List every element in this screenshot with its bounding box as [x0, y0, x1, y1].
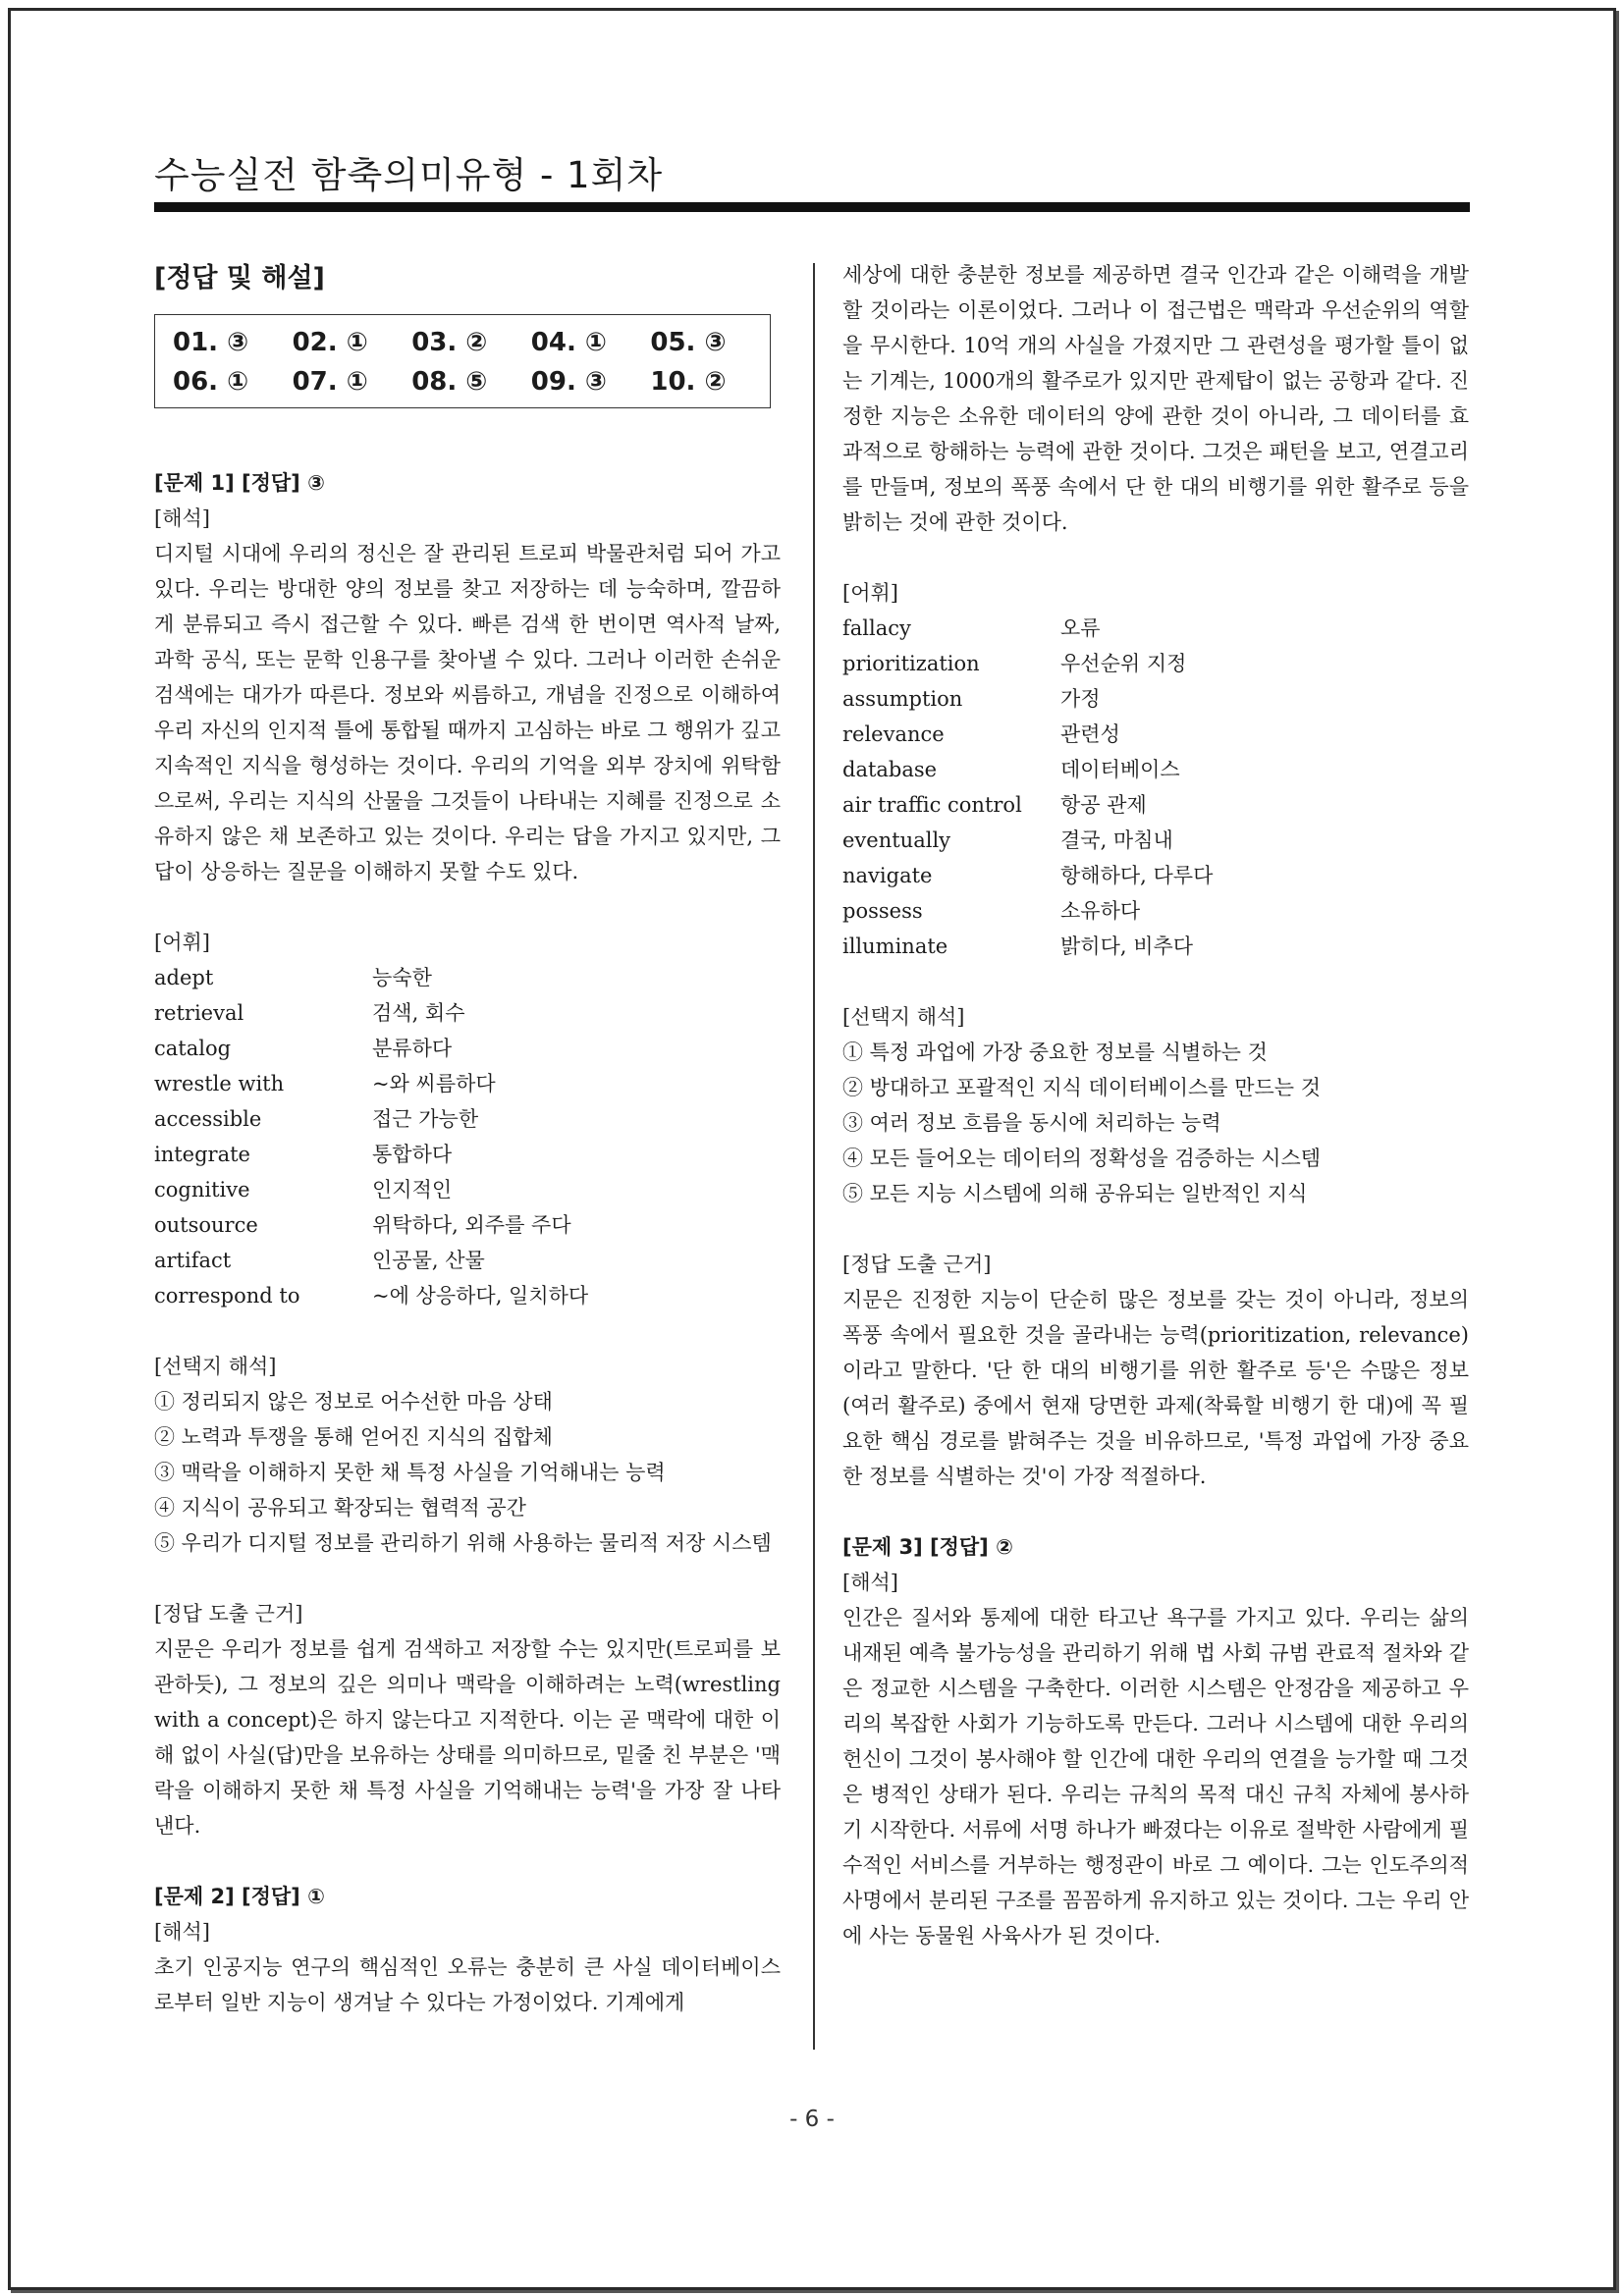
answer-item: 04. ① [530, 328, 607, 357]
answer-row [173, 362, 770, 401]
vocab-term: cognitive [154, 1178, 250, 1201]
vocab-row [154, 1278, 781, 1313]
answer-item: 06. ① [173, 367, 249, 397]
vocab-meaning: 관련성 [1060, 722, 1120, 746]
problem-1-heading: [문제 1] [정답] ③ [154, 471, 325, 495]
header-rule [154, 202, 1470, 212]
vocab-row [842, 858, 1469, 893]
answer-item: 05. ③ [650, 328, 727, 357]
vocab-list [154, 960, 781, 1313]
vocab-term: illuminate [842, 934, 948, 958]
translation-label: [해석] [154, 507, 210, 530]
vocab-term: eventually [842, 828, 951, 852]
vocab-list [842, 611, 1469, 964]
vocab-meaning: 항해하다, 다루다 [1060, 864, 1214, 887]
vocab-meaning: 소유하다 [1060, 899, 1141, 923]
vocab-term: navigate [842, 864, 933, 887]
problem-2-translation-start: 초기 인공지능 연구의 핵심적인 오류는 충분히 큰 사실 데이터베이스로부터 일반 지능이 생겨날 수 있다는 가정이었다. 기계에게 [154, 1955, 781, 2014]
vocab-row [842, 681, 1469, 717]
vocab-row [154, 1243, 781, 1278]
page-number: - 6 - [789, 2107, 835, 2132]
basis-label: [정답 도출 근거] [842, 1253, 992, 1276]
choice-item: ① 특정 과업에 가장 중요한 정보를 식별하는 것 [842, 1041, 1268, 1064]
right-column [842, 257, 1469, 1953]
vocab-row [154, 1101, 781, 1137]
vocab-meaning: 인지적인 [372, 1178, 453, 1201]
vocab-meaning: 오류 [1060, 616, 1101, 640]
vocab-term: assumption [842, 687, 963, 711]
choice-item: ⑤ 우리가 디지털 정보를 관리하기 위해 사용하는 물리적 저장 시스템 [154, 1531, 772, 1555]
vocab-row [842, 823, 1469, 858]
vocab-term: integrate [154, 1143, 250, 1166]
choice-item: ① 정리되지 않은 정보로 어수선한 마음 상태 [154, 1390, 553, 1414]
choices-label: [선택지 해석] [154, 1355, 277, 1378]
vocab-meaning: 결국, 마침내 [1060, 828, 1173, 852]
vocab-meaning: 데이터베이스 [1060, 758, 1180, 781]
vocab-row [842, 646, 1469, 681]
column-divider [813, 263, 815, 2050]
vocab-term: prioritization [842, 652, 980, 675]
vocab-meaning: 가정 [1060, 687, 1101, 711]
choice-item: ⑤ 모든 지능 시스템에 의해 공유되는 일반적인 지식 [842, 1182, 1308, 1205]
vocab-term: artifact [154, 1249, 232, 1272]
vocab-term: outsource [154, 1213, 258, 1237]
vocab-row [842, 717, 1469, 752]
vocab-meaning: ~와 씨름하다 [372, 1072, 496, 1095]
choice-item: ③ 여러 정보 흐름을 동시에 처리하는 능력 [842, 1111, 1221, 1135]
choice-item: ② 방대하고 포괄적인 지식 데이터베이스를 만드는 것 [842, 1076, 1322, 1099]
vocab-meaning: 접근 가능한 [372, 1107, 479, 1131]
vocab-term: accessible [154, 1107, 262, 1131]
choice-item: ④ 모든 들어오는 데이터의 정확성을 검증하는 시스템 [842, 1147, 1322, 1170]
vocab-meaning: 분류하다 [372, 1037, 453, 1060]
answers-title: [정답 및 해설] [154, 263, 325, 294]
vocab-term: possess [842, 899, 923, 923]
vocab-row [154, 1137, 781, 1172]
problem-2-basis: 지문은 진정한 지능이 단순히 많은 정보를 갖는 것이 아니라, 정보의 폭풍 속에서 필요한 것을 골라내는 능력(prioritization, relevance)이라고 말한다. '단 한 대의 비행기를 위한 활주로 등'은 수많은 정보(여러 활주로) 중에서 현재 당면한 과제(착륙할 비행기 한 대)에 꼭 필요한 핵심 경로를 밝혀주는 것을 비유하므로, '특정 과업에 가장 중요한 정보를 식별하는 것'이 가장 적절하다. [842, 1288, 1469, 1488]
vocab-meaning: 검색, 회수 [372, 1001, 465, 1025]
problem-2-heading: [문제 2] [정답] ① [154, 1885, 325, 1908]
vocab-row [154, 1172, 781, 1207]
vocab-meaning: 통합하다 [372, 1143, 453, 1166]
problem-1-basis: 지문은 우리가 정보를 쉽게 검색하고 저장할 수는 있지만(트로피를 보관하듯), 그 정보의 깊은 의미나 맥락을 이해하려는 노력(wrestling with a concept)은 하지 않는다고 지적한다. 이는 곧 맥락에 대한 이해 없이 사실(답)만을 보유하는 상태를 의미하므로, 밑줄 친 부분은 '맥락을 이해하지 못한 채 특정 사실을 기억해내는 능력'을 가장 잘 나타낸다. [154, 1637, 781, 1838]
vocab-meaning: 위탁하다, 외주를 주다 [372, 1213, 571, 1237]
page-title: 수능실전 함축의미유형 - 1회차 [154, 154, 664, 196]
problem-3-translation: 인간은 질서와 통제에 대한 타고난 욕구를 가지고 있다. 우리는 삶의 내재된 예측 불가능성을 관리하기 위해 법 사회 규범 관료적 절차와 같은 정교한 시스템을 구축한다. 이러한 시스템은 안정감을 제공하고 우리의 복잡한 사회가 기능하도록 만든다. 그러나 시스템에 대한 우리의 헌신이 그것이 봉사해야 할 인간에 대한 우리의 연결을 능가할 때 그것은 병적인 상태가 된다. 우리는 규칙의 목적 대신 규칙 자체에 봉사하기 시작한다. 서류에 서명 하나가 빠졌다는 이유로 절박한 사람에게 필수적인 서비스를 거부하는 행정관이 바로 그 예이다. 그는 인도주의적 사명에서 분리된 구조를 꼼꼼하게 유지하고 있는 것이다. 그는 우리 안에 사는 동물원 사육사가 된 것이다. [842, 1606, 1469, 1948]
vocab-meaning: 인공물, 산물 [372, 1249, 485, 1272]
answer-item: 08. ⑤ [411, 367, 488, 397]
answer-item: 02. ① [292, 328, 368, 357]
answer-item: 10. ② [650, 367, 727, 397]
vocab-term: adept [154, 966, 214, 989]
translation-label: [해석] [842, 1571, 898, 1594]
vocab-meaning: 우선순위 지정 [1060, 652, 1187, 675]
vocab-row [842, 787, 1469, 823]
answer-row [173, 323, 770, 362]
translation-label: [해석] [154, 1920, 210, 1944]
vocab-term: air traffic control [842, 793, 1022, 817]
answer-key-box [154, 314, 771, 408]
answer-item: 09. ③ [530, 367, 607, 397]
vocab-meaning: ~에 상응하다, 일치하다 [372, 1284, 589, 1308]
vocab-row [842, 929, 1469, 964]
left-column [154, 257, 781, 2020]
vocab-row [842, 893, 1469, 929]
choice-item: ③ 맥락을 이해하지 못한 채 특정 사실을 기억해내는 능력 [154, 1461, 666, 1484]
vocab-meaning: 밝히다, 비추다 [1060, 934, 1194, 958]
problem-2-translation-cont: 세상에 대한 충분한 정보를 제공하면 결국 인간과 같은 이해력을 개발할 것이라는 이론이었다. 그러나 이 접근법은 맥락과 우선순위의 역할을 무시한다. 10억 개의 사실을 가졌지만 그 관련성을 평가할 틀이 없는 기계는, 1000개의 활주로가 있지만 관제탑이 없는 공항과 같다. 진정한 지능은 소유한 데이터의 양에 관한 것이 아니라, 그 데이터를 효과적으로 항해하는 능력에 관한 것이다. 그것은 패턴을 보고, 연결고리를 만들며, 정보의 폭풍 속에서 단 한 대의 비행기를 위한 활주로 등을 밝히는 것에 관한 것이다. [842, 263, 1469, 534]
vocab-meaning: 능숙한 [372, 966, 432, 989]
vocab-term: retrieval [154, 1001, 244, 1025]
choice-item: ② 노력과 투쟁을 통해 얻어진 지식의 집합체 [154, 1425, 553, 1449]
vocab-label: [어휘] [842, 581, 898, 605]
basis-label: [정답 도출 근거] [154, 1602, 303, 1626]
choices-label: [선택지 해석] [842, 1005, 965, 1029]
answer-item: 03. ② [411, 328, 488, 357]
vocab-term: relevance [842, 722, 945, 746]
problem-3-heading: [문제 3] [정답] ② [842, 1535, 1013, 1559]
problem-1-translation: 디지털 시대에 우리의 정신은 잘 관리된 트로피 박물관처럼 되어 가고 있다. 우리는 방대한 양의 정보를 찾고 저장하는 데 능숙하며, 깔끔하게 분류되고 즉시 접근할 수 있다. 빠른 검색 한 번이면 역사적 날짜, 과학 공식, 또는 문학 인용구를 찾아낼 수 있다. 그러나 이러한 손쉬운 검색에는 대가가 따른다. 정보와 씨름하고, 개념을 진정으로 이해하여 우리 자신의 인지적 틀에 통합될 때까지 고심하는 바로 그 행위가 깊고 지속적인 지식을 형성하는 것이다. 우리의 기억을 외부 장치에 위탁함으로써, 우리는 지식의 산물을 그것들이 나타내는 지혜를 진정으로 소유하지 않은 채 보존하고 있는 것이다. 우리는 답을 가지고 있지만, 그 답이 상응하는 질문을 이해하지 못할 수도 있다. [154, 542, 781, 883]
answer-item: 01. ③ [173, 328, 249, 357]
vocab-term: correspond to [154, 1284, 300, 1308]
vocab-term: database [842, 758, 938, 781]
vocab-term: wrestle with [154, 1072, 285, 1095]
vocab-term: fallacy [842, 616, 911, 640]
vocab-term: catalog [154, 1037, 232, 1060]
vocab-label: [어휘] [154, 931, 210, 954]
vocab-row [154, 1066, 781, 1101]
vocab-row [154, 1207, 781, 1243]
answer-item: 07. ① [292, 367, 368, 397]
vocab-row [842, 611, 1469, 646]
vocab-row [154, 995, 781, 1031]
vocab-meaning: 항공 관제 [1060, 793, 1147, 817]
vocab-row [154, 960, 781, 995]
vocab-row [842, 752, 1469, 787]
vocab-row [154, 1031, 781, 1066]
choice-item: ④ 지식이 공유되고 확장되는 협력적 공간 [154, 1496, 526, 1520]
